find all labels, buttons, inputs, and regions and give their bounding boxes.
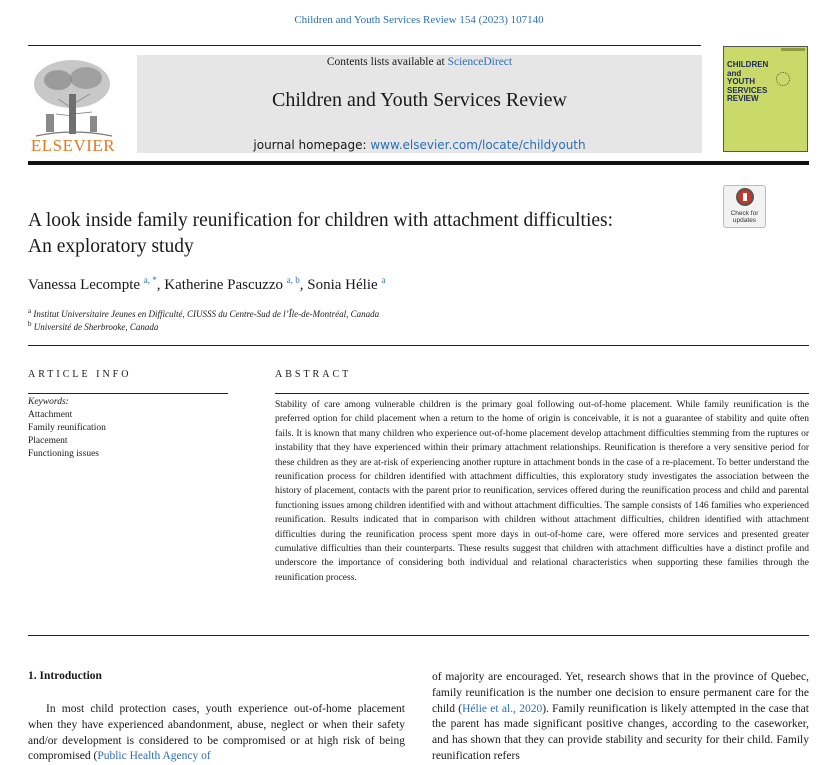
author-affiliation-marker[interactable]: a, b bbox=[286, 275, 300, 285]
introduction-right-column bbox=[432, 670, 809, 765]
introduction-heading: 1. Introduction bbox=[28, 670, 102, 682]
abstract-rule bbox=[275, 393, 809, 394]
author-name[interactable]: Sonia Hélie bbox=[307, 277, 378, 293]
badge-label-line: updates bbox=[732, 217, 757, 224]
author-name[interactable]: Katherine Pascuzzo bbox=[164, 277, 283, 293]
contents-prefix: Contents lists available at bbox=[326, 56, 448, 68]
keywords-label: Keywords: bbox=[28, 397, 69, 407]
header-thick-rule bbox=[28, 161, 809, 165]
affiliation-text: Université de Sherbrooke, Canada bbox=[33, 322, 159, 332]
cover-title-line: REVIEW bbox=[727, 94, 759, 103]
article-title-line: An exploratory study bbox=[28, 236, 194, 257]
abstract-text: Stability of care among vulnerable children is the primary goal following out-of-home placement. While family reunification is the preferred option for child placement when a return to the home of origin is conceivable, it is not a guarantee of stability and quite often fails. It is known that many children who experience out-of-home placement develop attachment difficulties stemming from the ruptures or instability that they have experienced within their primary attachment relationships. Reunification is therefore a very sensitive period for these children as they are at-risk of experiencing another rupture in attachment bonds in the case of a re-placement. To better understand the reunification process for children identified with attachment difficulties, this exploratory study investigates the association between the history of placement, contacts with the parent prior to reunification, services offered during the reunification process and child and parental functioning issues among children identified with and without attachment difficulties. The sample consists of 146 families who experienced reunification. Results indicated that in comparison with children without attachment difficulties, children identified with attachment difficulties during the reunification process spent more days in out-of-home care, were offered more services and presented greater cumulative difficulties than their counterparts. These results suggest that children with attachment difficulties have a distinct profile and underscore the importance of considering both individual and relational characteristics when supporting these families through the reunification process. bbox=[275, 400, 809, 583]
cover-title-line: and bbox=[727, 68, 742, 78]
cover-title bbox=[727, 61, 768, 104]
publisher-logo-text: ELSEVIER bbox=[30, 136, 116, 155]
author-list bbox=[28, 275, 385, 294]
keyword: Attachment bbox=[28, 410, 73, 420]
author-name[interactable]: Vanessa Lecompte bbox=[28, 277, 141, 293]
author-affiliation-marker[interactable]: a, * bbox=[143, 275, 157, 285]
check-for-updates-button[interactable] bbox=[723, 185, 766, 228]
cover-title-line: CHILDREN bbox=[727, 60, 769, 69]
article-title-line: A look inside family reunification for children with attachment difficulties: bbox=[28, 210, 614, 231]
keyword: Functioning issues bbox=[28, 449, 99, 459]
affiliation bbox=[28, 307, 379, 319]
author-affiliation-marker[interactable]: a bbox=[381, 275, 386, 285]
author-separator: , bbox=[299, 277, 308, 293]
affiliation bbox=[28, 320, 158, 332]
journal-citation[interactable]: Children and Youth Services Review 154 (2023) 107140 bbox=[294, 14, 544, 26]
abstract-heading: ABSTRACT bbox=[275, 369, 352, 380]
contents-line bbox=[137, 56, 702, 68]
keyword: Family reunification bbox=[28, 423, 106, 433]
homepage-line bbox=[137, 138, 702, 152]
journal-cover-thumbnail[interactable] bbox=[723, 46, 808, 152]
article-info-heading: ARTICLE INFO bbox=[28, 369, 132, 380]
reference-link[interactable]: Public Health Agency of bbox=[97, 750, 211, 763]
body-text: ). Family reunification is likely attempted in the case that the parent has made significant positive changes, according to the caseworker, and has shown that they can provide stability and security for their child. Family reunification refers bbox=[432, 702, 809, 762]
reference-link[interactable]: Hélie et al., 2020 bbox=[462, 702, 543, 715]
cover-mark bbox=[781, 48, 805, 51]
author-separator: , bbox=[156, 277, 165, 293]
journal-homepage-link[interactable]: www.elsevier.com/locate/childyouth bbox=[370, 138, 586, 152]
cover-title-line: YOUTH bbox=[727, 77, 755, 86]
badge-label-line: Check for bbox=[730, 210, 759, 217]
cover-emblem-icon bbox=[776, 72, 790, 86]
article-info-rule bbox=[28, 393, 228, 394]
cover-title-line: SERVICES bbox=[727, 85, 768, 95]
keyword: Placement bbox=[28, 436, 68, 446]
section-divider bbox=[28, 635, 809, 636]
sciencedirect-link[interactable]: ScienceDirect bbox=[447, 56, 513, 68]
affiliation-marker: a bbox=[28, 307, 32, 315]
journal-title: Children and Youth Services Review bbox=[272, 89, 567, 111]
body-text: In most child protection cases, youth experience out-of-home placement when they have experienced abandonment, abuse, neglect or when their safety and/or development is considered to be compromised or at high risk of being compromised ( bbox=[28, 703, 405, 763]
badge-label bbox=[724, 210, 765, 224]
affiliation-text: Institut Universitaire Jeunes en Difficulté, CIUSSS du Centre-Sud de l’Île-de-Montréal, Canada bbox=[33, 309, 380, 319]
bookmark-icon bbox=[736, 188, 754, 206]
body-text: of majority are encouraged. Yet, research shows that in the province of Quebec, family reunification is the number one decision to ensure permanent care for the child ( bbox=[432, 671, 809, 715]
introduction-left-column bbox=[28, 702, 405, 765]
homepage-prefix: journal homepage: bbox=[253, 138, 371, 152]
article-title bbox=[28, 208, 718, 260]
section-divider bbox=[28, 345, 809, 346]
header-rule bbox=[28, 45, 701, 46]
affiliation-marker: b bbox=[28, 320, 32, 328]
